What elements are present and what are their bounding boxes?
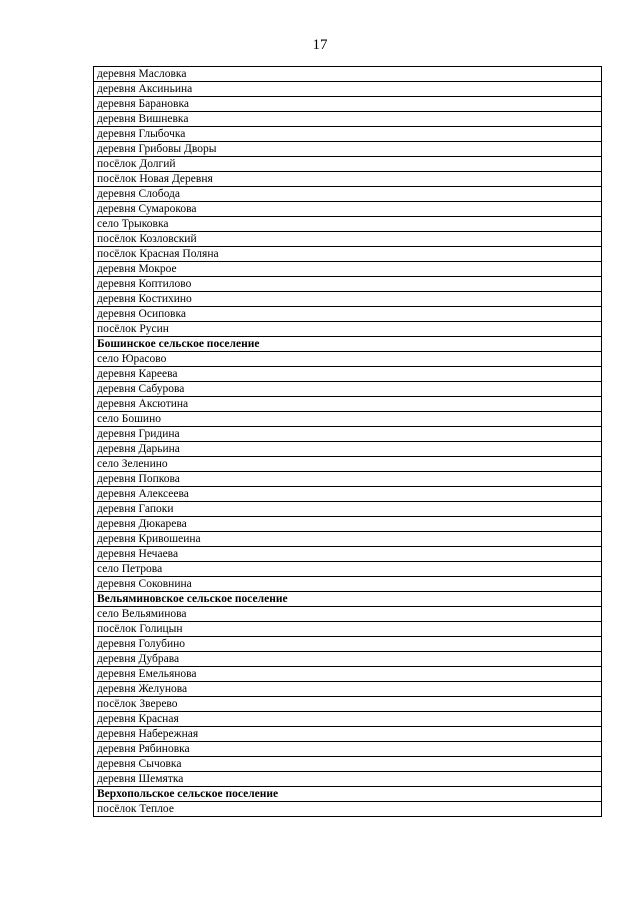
table-row: [94, 97, 602, 112]
settlement-name-cell: деревня Сабурова: [94, 382, 602, 397]
table-row: [94, 727, 602, 742]
settlement-name-cell: деревня Мокрое: [94, 262, 602, 277]
settlement-name-cell: посёлок Козловский: [94, 232, 602, 247]
settlement-name-cell: село Зеленино: [94, 457, 602, 472]
settlement-name-cell: деревня Осиповка: [94, 307, 602, 322]
settlement-name-cell: деревня Дюкарева: [94, 517, 602, 532]
table-row: [94, 427, 602, 442]
settlement-name-cell: деревня Слобода: [94, 187, 602, 202]
settlement-name-cell: деревня Красная: [94, 712, 602, 727]
settlement-name-cell: деревня Масловка: [94, 67, 602, 82]
table-row: [94, 247, 602, 262]
table-row: [94, 322, 602, 337]
settlement-name-cell: посёлок Голицын: [94, 622, 602, 637]
table-row: [94, 562, 602, 577]
table-row: [94, 262, 602, 277]
table-row: [94, 127, 602, 142]
section-header-cell: Вельяминовское сельское поселение: [94, 592, 602, 607]
table-row: [94, 457, 602, 472]
settlement-name-cell: деревня Сычовка: [94, 757, 602, 772]
settlement-name-cell: деревня Рябиновка: [94, 742, 602, 757]
table-row: [94, 277, 602, 292]
table-row: [94, 292, 602, 307]
table-row: [94, 742, 602, 757]
settlement-name-cell: деревня Желунова: [94, 682, 602, 697]
settlement-name-cell: посёлок Долгий: [94, 157, 602, 172]
section-header-row: [94, 592, 602, 607]
settlement-name-cell: деревня Аксиньина: [94, 82, 602, 97]
settlement-name-cell: деревня Шемятка: [94, 772, 602, 787]
table-row: [94, 547, 602, 562]
table-row: [94, 697, 602, 712]
settlement-name-cell: село Юрасово: [94, 352, 602, 367]
table-row: [94, 352, 602, 367]
table-row: [94, 802, 602, 817]
table-row: [94, 397, 602, 412]
page-number: 17: [312, 37, 328, 53]
table-row: [94, 442, 602, 457]
settlement-name-cell: деревня Нечаева: [94, 547, 602, 562]
section-header-cell: Верхопольское сельское поселение: [94, 787, 602, 802]
table-row: [94, 667, 602, 682]
settlement-name-cell: деревня Емельянова: [94, 667, 602, 682]
table-row: [94, 757, 602, 772]
table-row: [94, 682, 602, 697]
settlement-name-cell: деревня Костихино: [94, 292, 602, 307]
settlement-name-cell: село Бошино: [94, 412, 602, 427]
settlement-name-cell: деревня Глыбочка: [94, 127, 602, 142]
table-row: [94, 772, 602, 787]
settlement-name-cell: посёлок Зверево: [94, 697, 602, 712]
settlement-name-cell: посёлок Русин: [94, 322, 602, 337]
table-row: [94, 142, 602, 157]
settlement-name-cell: деревня Соковнина: [94, 577, 602, 592]
table-row: [94, 502, 602, 517]
settlement-name-cell: деревня Вишневка: [94, 112, 602, 127]
section-header-row: [94, 337, 602, 352]
table-row: [94, 412, 602, 427]
table-row: [94, 532, 602, 547]
table-row: [94, 82, 602, 97]
table-row: [94, 307, 602, 322]
table-row: [94, 517, 602, 532]
settlement-name-cell: посёлок Новая Деревня: [94, 172, 602, 187]
table-row: [94, 577, 602, 592]
table-row: [94, 712, 602, 727]
table-row: [94, 172, 602, 187]
settlement-name-cell: деревня Кривошеина: [94, 532, 602, 547]
settlement-name-cell: деревня Барановка: [94, 97, 602, 112]
settlement-name-cell: деревня Гридина: [94, 427, 602, 442]
settlement-name-cell: деревня Алексеева: [94, 487, 602, 502]
settlement-name-cell: деревня Дубрава: [94, 652, 602, 667]
settlement-name-cell: деревня Коптилово: [94, 277, 602, 292]
settlements-table-body: [94, 67, 602, 817]
settlements-table: [93, 66, 602, 817]
table-row: [94, 487, 602, 502]
table-row: [94, 112, 602, 127]
settlement-name-cell: посёлок Теплое: [94, 802, 602, 817]
settlement-name-cell: село Вельяминова: [94, 607, 602, 622]
settlement-name-cell: деревня Аксютина: [94, 397, 602, 412]
table-row: [94, 217, 602, 232]
settlement-name-cell: деревня Дарьина: [94, 442, 602, 457]
settlement-name-cell: деревня Сумарокова: [94, 202, 602, 217]
settlement-name-cell: село Трыковка: [94, 217, 602, 232]
table-row: [94, 652, 602, 667]
settlement-name-cell: деревня Голубино: [94, 637, 602, 652]
table-row: [94, 67, 602, 82]
table-row: [94, 232, 602, 247]
table-row: [94, 187, 602, 202]
settlement-name-cell: деревня Попкова: [94, 472, 602, 487]
settlement-name-cell: посёлок Красная Поляна: [94, 247, 602, 262]
settlement-name-cell: деревня Гапоки: [94, 502, 602, 517]
section-header-cell: Бошинское сельское поселение: [94, 337, 602, 352]
table-row: [94, 472, 602, 487]
settlement-name-cell: деревня Грибовы Дворы: [94, 142, 602, 157]
table-row: [94, 622, 602, 637]
table-row: [94, 367, 602, 382]
settlement-name-cell: деревня Набережная: [94, 727, 602, 742]
table-row: [94, 382, 602, 397]
settlement-name-cell: село Петрова: [94, 562, 602, 577]
table-row: [94, 157, 602, 172]
section-header-row: [94, 787, 602, 802]
table-row: [94, 202, 602, 217]
settlement-name-cell: деревня Кареева: [94, 367, 602, 382]
table-row: [94, 607, 602, 622]
table-row: [94, 637, 602, 652]
